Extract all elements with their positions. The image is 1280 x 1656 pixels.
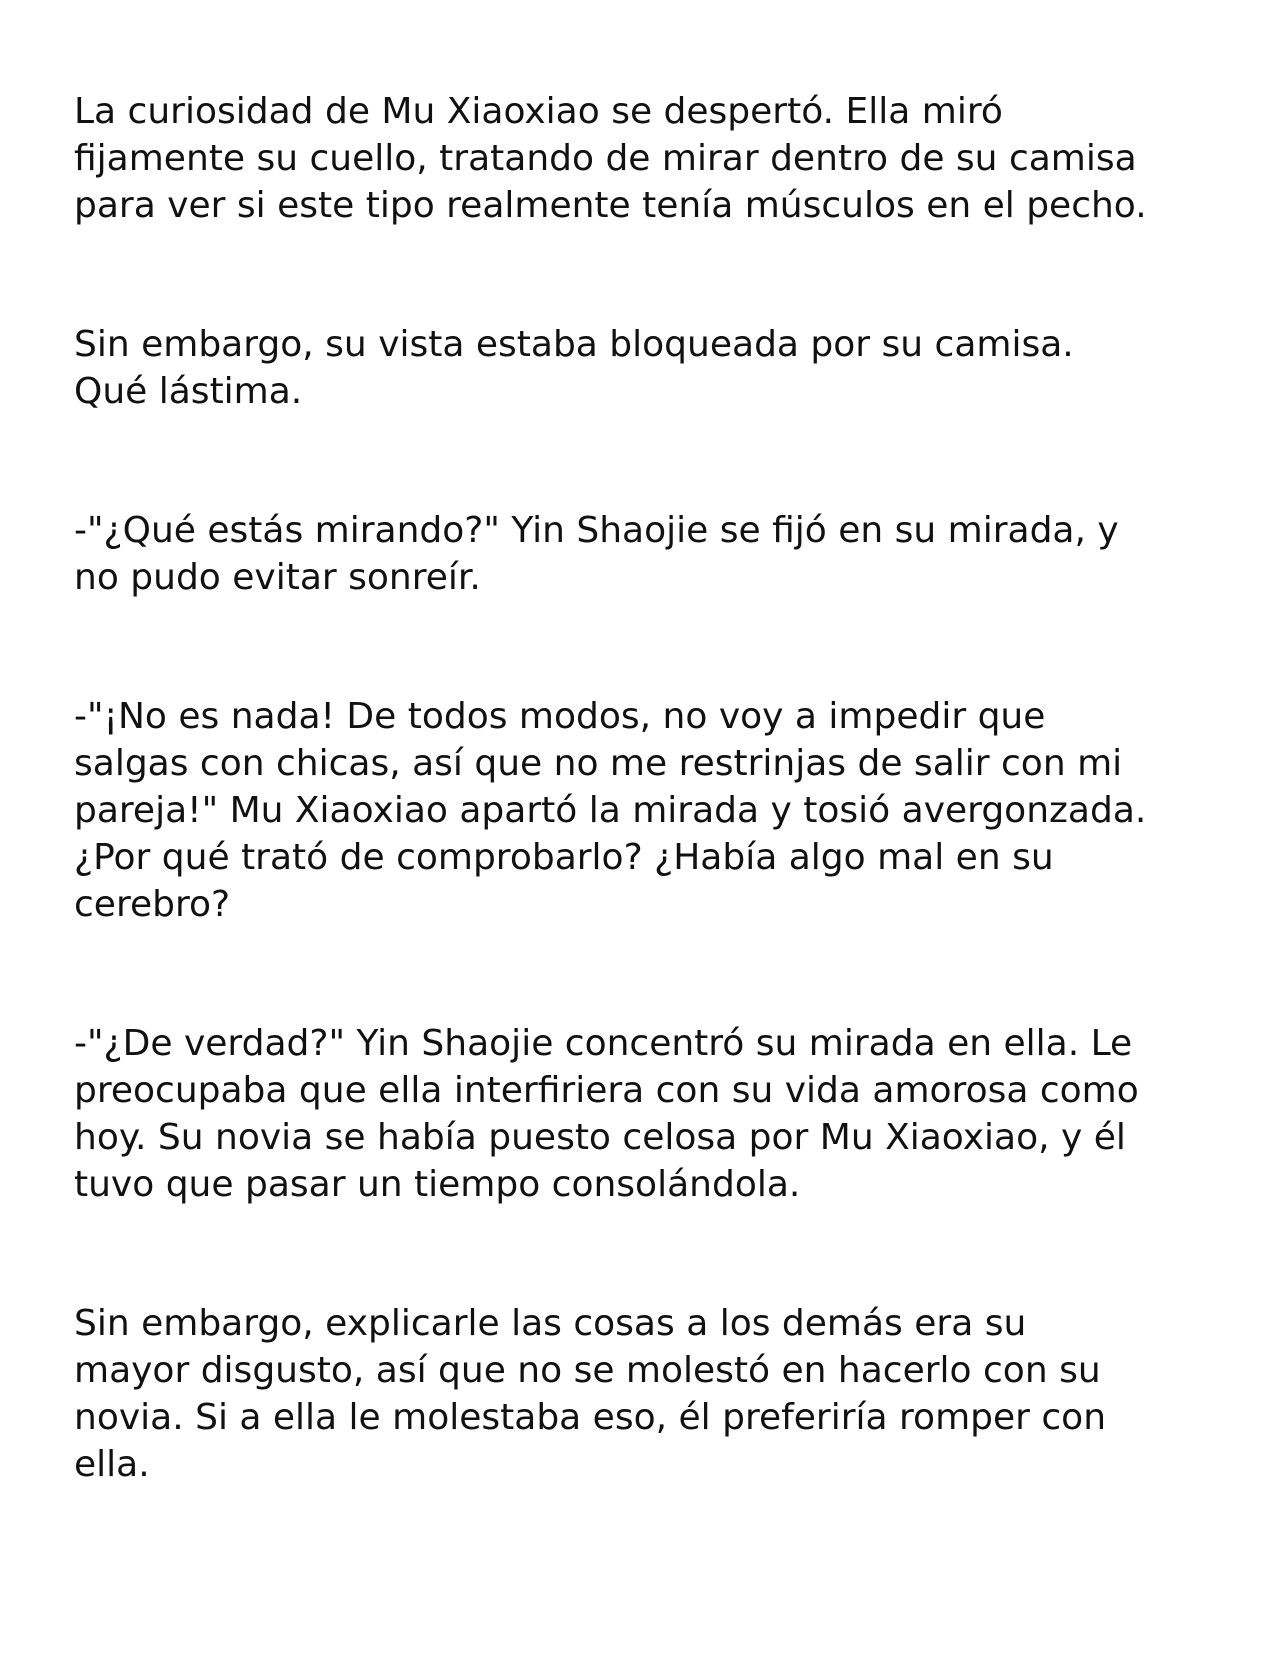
text-line: Qué lástima.: [74, 371, 303, 412]
text-line: -"¡No es nada! De todos modos, no voy a impedir que: [74, 696, 1046, 737]
document-page: [74, 88, 1224, 1488]
text-line: hoy. Su novia se había puesto celosa por Mu Xiaoxiao, y él: [74, 1117, 1126, 1158]
text-line: para ver si este tipo realmente tenía músculos en el pecho.: [74, 185, 1147, 226]
text-line: Sin embargo, explicarle las cosas a los demás era su: [74, 1303, 1027, 1344]
text-line: fijamente su cuello, tratando de mirar dentro de su camisa: [74, 138, 1137, 179]
text-line: salgas con chicas, así que no me restrinjas de salir con mi: [74, 743, 1123, 784]
text-line: -"¿De verdad?" Yin Shaojie concentró su mirada en ella. Le: [74, 1023, 1133, 1064]
text-line: ella.: [74, 1444, 150, 1485]
text-line: pareja!" Mu Xiaoxiao apartó la mirada y tosió avergonzada.: [74, 790, 1147, 831]
text-line: Sin embargo, su vista estaba bloqueada por su camisa.: [74, 324, 1074, 365]
text-line: no pudo evitar sonreír.: [74, 557, 481, 598]
text-line: cerebro?: [74, 884, 231, 925]
paragraph-3: [74, 507, 1224, 601]
paragraph-6: [74, 1300, 1224, 1488]
text-line: ¿Por qué trató de comprobarlo? ¿Había algo mal en su: [74, 837, 1054, 878]
text-line: preocupaba que ella interfiriera con su vida amorosa como: [74, 1070, 1139, 1111]
text-line: tuvo que pasar un tiempo consolándola.: [74, 1164, 801, 1205]
text-line: mayor disgusto, así que no se molestó en hacerlo con su: [74, 1350, 1101, 1391]
paragraph-5: [74, 1020, 1224, 1208]
text-line: -"¿Qué estás mirando?" Yin Shaojie se fijó en su mirada, y: [74, 510, 1119, 551]
text-line: La curiosidad de Mu Xiaoxiao se despertó. Ella miró: [74, 91, 1003, 132]
text-line: novia. Si a ella le molestaba eso, él preferiría romper con: [74, 1397, 1107, 1438]
paragraph-2: [74, 321, 1224, 415]
paragraph-4: [74, 693, 1224, 928]
paragraph-1: [74, 88, 1224, 229]
